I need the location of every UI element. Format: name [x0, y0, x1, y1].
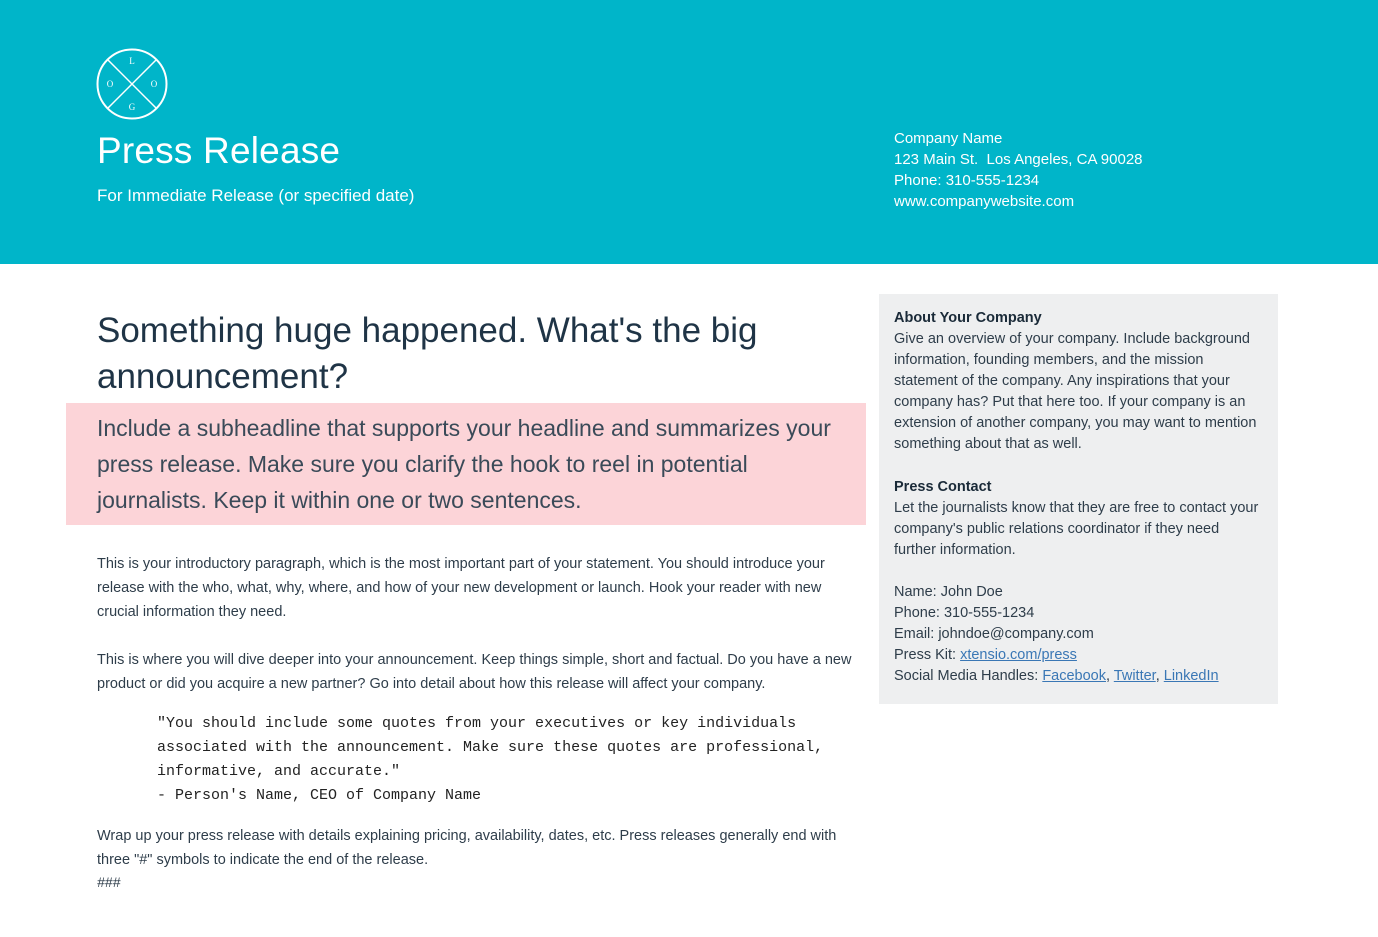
press-kit-row [894, 645, 1264, 666]
intro-paragraph: This is your introductory paragraph, which is the most important part of your statement. You should introduce your release with the who, what, why, where, and how of your new development or launch. Hook your reader with new crucial information they need. [97, 556, 825, 620]
page-title: Press Release [97, 130, 341, 171]
wrap-up-paragraph: Wrap up your press release with details explaining pricing, availability, dates, etc. Press releases generally end with three "#" symbols to indicate the end of the release. [97, 828, 837, 868]
release-date-note: For Immediate Release (or specified date) [97, 186, 415, 205]
logo-letter-bottom: G [128, 102, 136, 112]
company-info [894, 128, 1143, 212]
logo-letter-left: O [106, 79, 114, 89]
executive-quote [157, 712, 857, 808]
headline: Something huge happened. What's the big announcement? [97, 311, 758, 396]
press-kit-link[interactable]: xtensio.com/press [960, 647, 1077, 663]
body-paragraph: This is where you will dive deeper into your announcement. Keep things simple, short and factual. Do you have a new product or did you acquire a new partner? Go into detail about how this release will affect your company. [97, 652, 852, 692]
about-text: Give an overview of your company. Include background information, founding members, and the mission statement of the company. Any inspirations that your company has? Put that here too. If your company is an extension of another company, you may want to mention something about that as well. [894, 331, 1257, 452]
twitter-link[interactable]: Twitter [1113, 668, 1156, 684]
social-separator: , [1106, 668, 1114, 684]
linkedin-link[interactable]: LinkedIn [1163, 668, 1219, 684]
quote-attribution: - Person's Name, CEO of Company Name [157, 787, 482, 804]
company-phone: Phone: 310-555-1234 [894, 172, 1040, 189]
contact-phone: Phone: 310-555-1234 [894, 605, 1035, 621]
contact-name: Name: John Doe [894, 584, 1003, 600]
company-website: www.companywebsite.com [894, 193, 1075, 210]
social-separator: , [1155, 668, 1164, 684]
social-row [894, 666, 1264, 687]
sidebar [879, 294, 1278, 704]
company-name: Company Name [894, 130, 1003, 147]
subheadline: Include a subheadline that supports your headline and summarizes your press release. Make sure you clarify the hook to reel in potential journalists. Keep it within one or two sentences. [97, 415, 831, 513]
facebook-link[interactable]: Facebook [1042, 668, 1106, 684]
company-address: 123 Main St. Los Angeles, CA 90028 [894, 151, 1143, 168]
contact-email: Email: johndoe@company.com [894, 626, 1094, 642]
logo-letter-top: L [129, 56, 135, 66]
press-kit-label: Press Kit: [894, 647, 961, 663]
logo [96, 48, 168, 120]
end-marker: ### [97, 874, 121, 890]
quote-text: "You should include some quotes from your executives or key individuals associated with the announcement. Make sure these quotes are professional, informative, and accurate." [157, 715, 824, 780]
logo-letter-right: O [150, 79, 158, 89]
header-banner [0, 0, 1378, 264]
contact-text: Let the journalists know that they are free to contact your company's public relations coordinator if they need further information. [894, 500, 1259, 558]
about-title: About Your Company [894, 310, 1042, 326]
contact-title: Press Contact [894, 479, 992, 495]
social-label: Social Media Handles: [894, 668, 1043, 684]
